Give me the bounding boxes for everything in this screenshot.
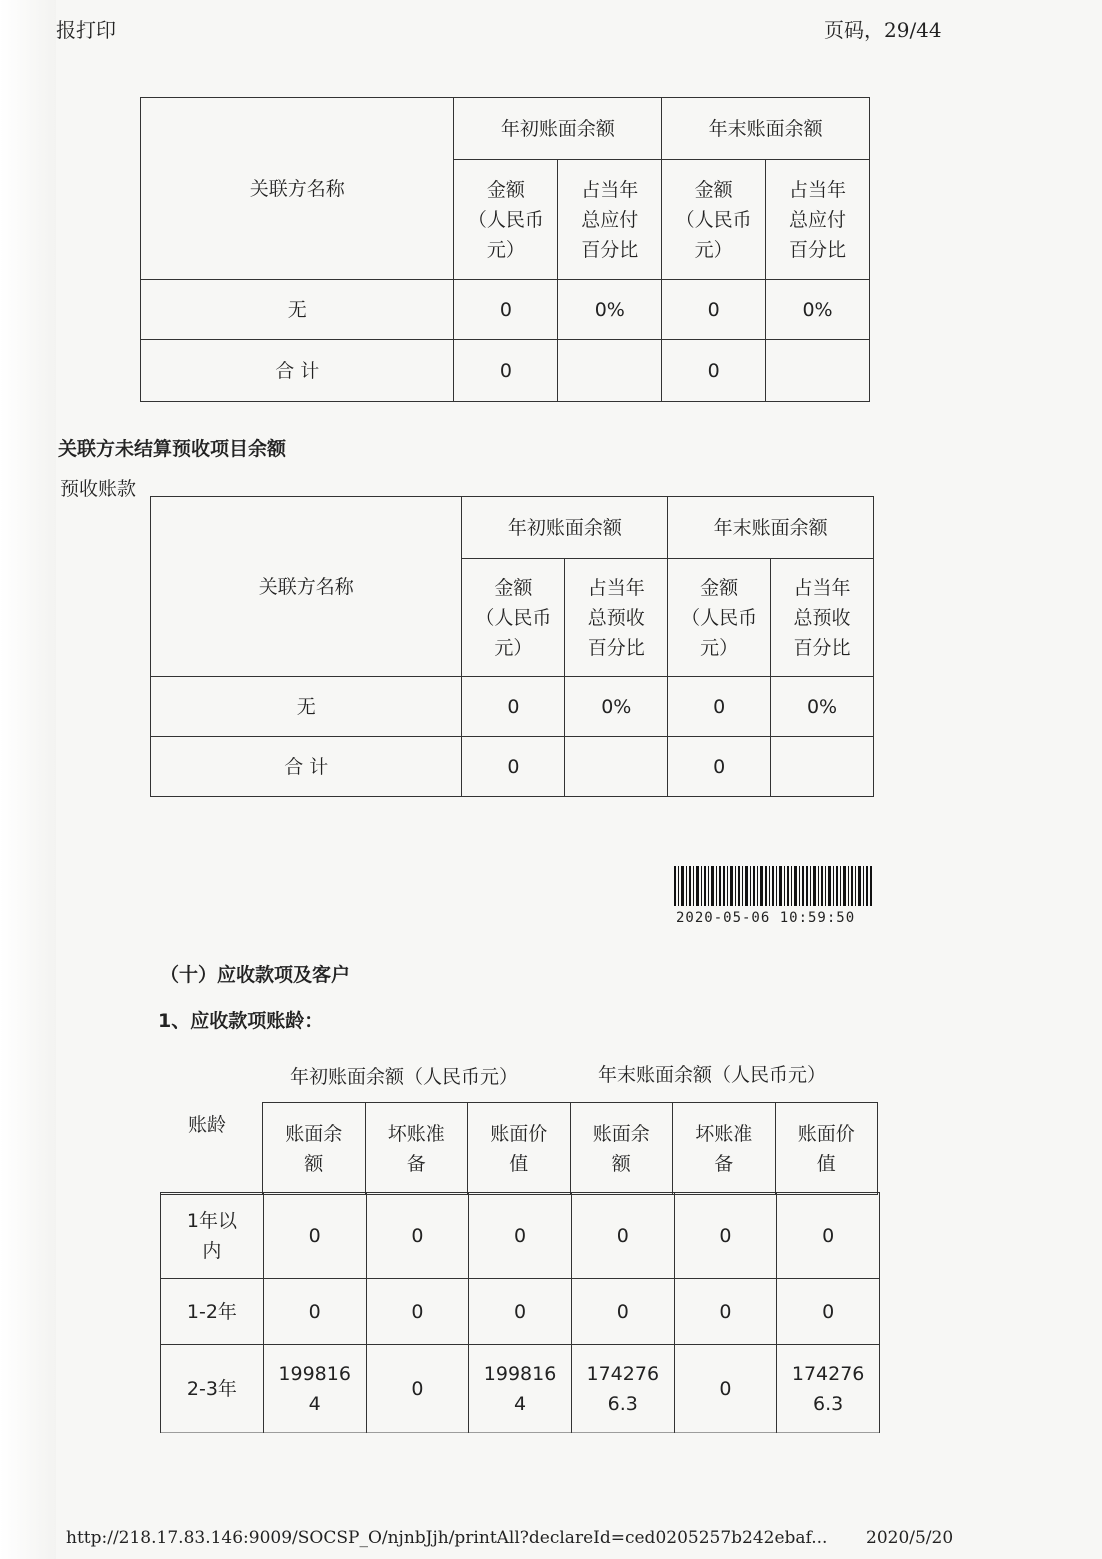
end-percent: 0% [771,677,874,737]
table-row [141,280,870,340]
cell: 0 [674,1193,777,1279]
page-margin [0,0,56,1559]
end-percent [771,737,874,797]
cell: 0 [366,1193,469,1279]
begin-percent [558,340,662,402]
begin-amount: 0 [462,677,565,737]
cell: 0 [469,1193,572,1279]
begin-percent: 0% [565,677,668,737]
percent-header: 占当年 总预收 百分比 [771,559,874,677]
col-header: 坏账准 备 [365,1103,468,1195]
barcode-image [674,866,872,906]
col-header: 账面价 值 [468,1103,571,1195]
end-amount: 0 [668,737,771,797]
section-title-receivables: （十）应收款项及客户 [160,964,351,986]
amount-header: 金额 （人民币 元） [662,160,766,280]
amount-header: 金额 （人民币 元） [668,559,771,677]
col-header: 账面价 值 [775,1103,878,1195]
begin-percent [565,737,668,797]
begin-amount: 0 [462,737,565,797]
cell: 0 [263,1279,366,1345]
table-row [161,1345,880,1433]
page-number: 页码，29/44 [824,18,942,42]
table-row [151,737,874,797]
col-header: 账面余 额 [263,1103,366,1195]
cell: 0 [674,1345,777,1433]
cell: 199816 4 [263,1345,366,1433]
cell: 0 [777,1193,880,1279]
amount-header: 金额 （人民币 元） [462,559,565,677]
cell: 174276 6.3 [777,1345,880,1433]
total-label: 合 计 [141,340,454,402]
name-header: 关联方名称 [141,98,454,280]
cell: 0 [571,1193,674,1279]
table-row [161,1279,880,1345]
begin-balance-group-header: 年初账面余额（人民币元） [290,1066,519,1088]
barcode-timestamp: 2020-05-06 10:59:50 [676,910,856,926]
end-amount: 0 [662,280,766,340]
table-row [161,1193,880,1279]
cell: 0 [469,1279,572,1345]
advance-receipts-table [150,496,874,797]
cell: 0 [263,1193,366,1279]
percent-header: 占当年 总应付 百分比 [558,160,662,280]
aging-label: 1-2年 [161,1279,264,1345]
begin-amount: 0 [454,280,558,340]
end-amount: 0 [662,340,766,402]
end-balance-header: 年末账面余额 [668,497,874,559]
receivables-aging-rows [160,1192,880,1433]
begin-percent: 0% [558,280,662,340]
cell: 0 [571,1279,674,1345]
party-name: 无 [151,677,462,737]
payables-related-party-table [140,97,870,402]
col-header: 坏账准 备 [673,1103,776,1195]
aging-label: 2-3年 [161,1345,264,1433]
col-header: 账面余 额 [570,1103,673,1195]
table-row [141,340,870,402]
end-percent: 0% [766,280,870,340]
aging-header: 账龄 [188,1114,227,1136]
section-title-advance-receipts: 关联方未结算预收项目余额 [58,438,287,460]
begin-amount: 0 [454,340,558,402]
table-row [151,677,874,737]
cell: 0 [777,1279,880,1345]
party-name: 无 [141,280,454,340]
cell: 199816 4 [469,1345,572,1433]
end-percent [766,340,870,402]
name-header: 关联方名称 [151,497,462,677]
amount-header: 金额 （人民币 元） [454,160,558,280]
percent-header: 占当年 总应付 百分比 [766,160,870,280]
end-balance-group-header: 年末账面余额（人民币元） [598,1064,827,1086]
begin-balance-header: 年初账面余额 [454,98,662,160]
total-label: 合 计 [151,737,462,797]
footer-date: 2020/5/20 [866,1528,954,1548]
aging-label: 1年以 内 [161,1193,264,1279]
percent-header: 占当年 总预收 百分比 [565,559,668,677]
end-balance-header: 年末账面余额 [662,98,870,160]
cell: 0 [674,1279,777,1345]
cell: 0 [366,1345,469,1433]
section-subtitle: 预收账款 [60,478,137,500]
receivables-aging-table [262,1102,878,1195]
cell: 174276 6.3 [571,1345,674,1433]
begin-balance-header: 年初账面余额 [462,497,668,559]
print-header-title: 报打印 [56,18,116,42]
footer-url: http://218.17.83.146:9009/SOCSP_O/njnbJjh/printAll?declareId=ced0205257b242ebaf... [66,1528,828,1548]
section-subtitle-aging: 1、应收款项账龄： [158,1010,324,1032]
end-amount: 0 [668,677,771,737]
cell: 0 [366,1279,469,1345]
